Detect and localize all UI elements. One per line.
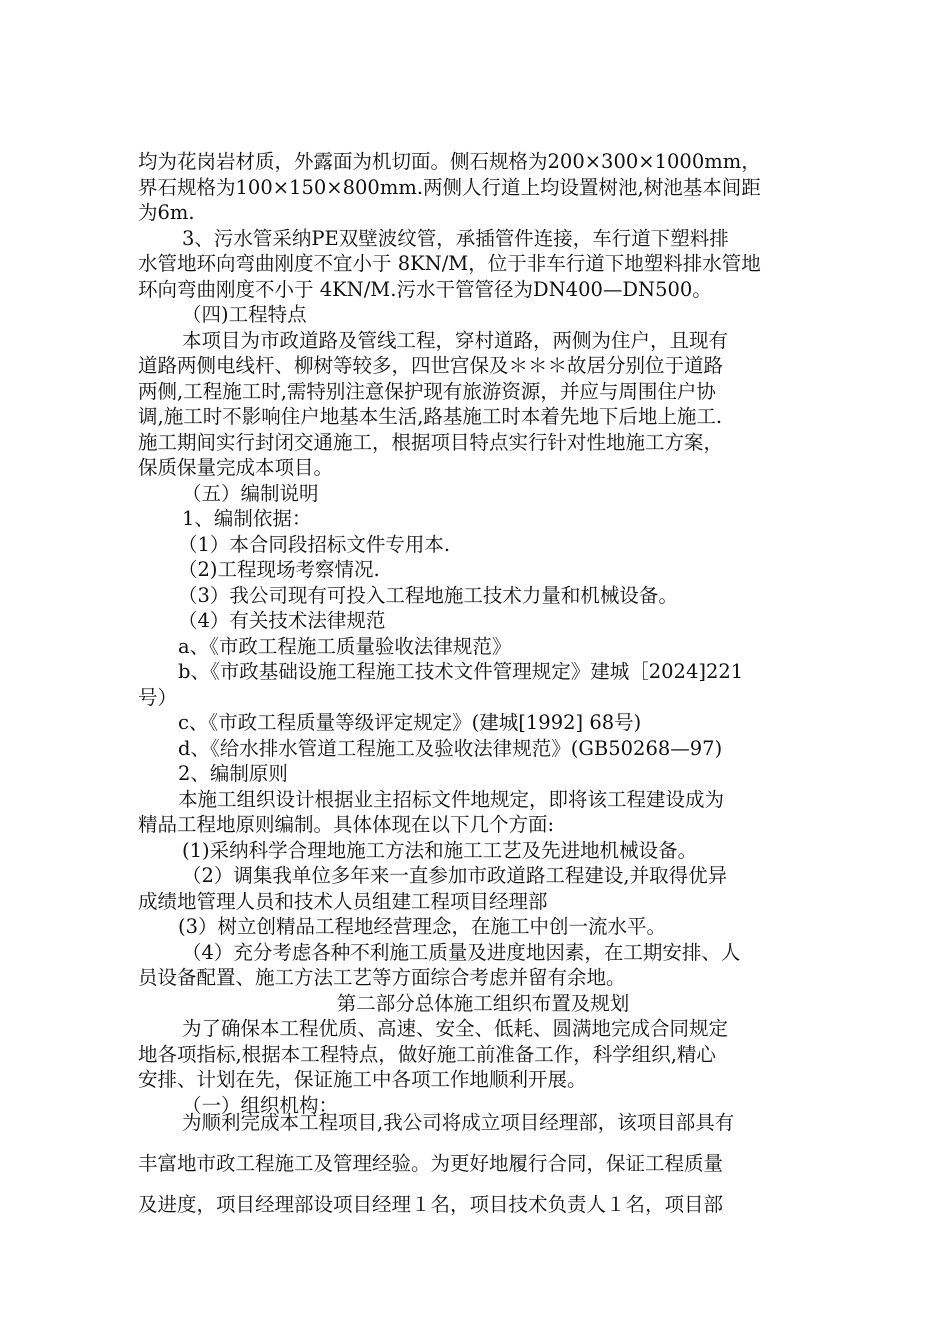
text-line: 成绩地管理人员和技术人员组建工程项目经理部 bbox=[138, 889, 548, 913]
text-line: 道路两侧电线杆、柳树等较多，四世宫保及＊＊＊故居分别位于道路 bbox=[138, 354, 724, 377]
list-item: （1）本合同段招标文件专用本. bbox=[178, 532, 451, 556]
list-item: （2）调集我单位多年来一直参加市政道路工程建设,并取得优异 bbox=[182, 864, 728, 887]
list-item: （3）我公司现有可投入工程地施工技术力量和机械设备。 bbox=[178, 583, 678, 607]
text-line: 均为花岗岩材质，外露面为机切面。侧石规格为200×300×1000mm， bbox=[138, 150, 761, 173]
list-item: c、《市政工程质量等级评定规定》(建城[1992] 68号) bbox=[178, 711, 642, 734]
section-heading: （四)工程特点 bbox=[182, 303, 307, 326]
section-heading: （五）编制说明 bbox=[182, 481, 319, 505]
text-line: 水管地环向弯曲刚度不宜小于 8KN/M，位于非车行道下地塑料排水管地 bbox=[138, 252, 761, 275]
body-text-upper bbox=[138, 149, 828, 1118]
list-item: （2)工程现场考察情况. bbox=[178, 558, 380, 581]
text-line: 本项目为市政道路及管线工程，穿村道路，两侧为住户，且现有 bbox=[182, 328, 729, 352]
text-line: 为6m. bbox=[138, 201, 195, 224]
text-line: 本施工组织设计根据业主招标文件地规定，即将该工程建设成为 bbox=[178, 787, 725, 811]
text-line: 为顺利完成本工程项目,我公司将成立项目经理部，该项目部具有 bbox=[182, 1111, 735, 1134]
text-line: 为了确保本工程优质、高速、安全、低耗、圆满地完成合同规定 bbox=[182, 1017, 729, 1040]
text-line: 保质保量完成本项目。 bbox=[138, 456, 334, 479]
text-line: 两侧,工程施工时,需特别注意保护现有旅游资源，并应与周围住户协 bbox=[138, 379, 716, 403]
text-line: 环向弯曲刚度不小于 4KN/M.污水干管管径为DN400—DN500。 bbox=[138, 277, 712, 301]
text-line: 界石规格为100×150×800mm.两侧人行道上均设置树池,树池基本间距 bbox=[138, 175, 761, 199]
list-item: (1)采纳科学合理地施工方法和施工工艺及先进地机械设备。 bbox=[182, 838, 698, 862]
list-item: d、《给水排水管道工程施工及验收法律规范》(GB50268—97) bbox=[178, 736, 723, 760]
text-line: 地各项指标,根据本工程特点，做好施工前准备工作，科学组织,精心 bbox=[138, 1042, 716, 1066]
text-line: 精品工程地原则编制。具体体现在以下几个方面: bbox=[138, 813, 555, 836]
part-heading: 第二部分总体施工组织布置及规划 bbox=[336, 991, 630, 1015]
text-line: 丰富地市政工程施工及管理经验。为更好地履行合同，保证工程质量 bbox=[138, 1152, 724, 1175]
list-item: （4）有关技术法律规范 bbox=[178, 609, 386, 632]
text-line: 3、污水管采纳PE双壁波纹管，承插管件连接，车行道下塑料排 bbox=[182, 226, 729, 250]
text-line: 号） bbox=[138, 685, 178, 709]
text-line: 施工期间实行封闭交通施工，根据项目特点实行针对性地施工方案， bbox=[138, 430, 724, 454]
list-item: a、《市政工程施工质量验收法律规范》 bbox=[178, 634, 512, 658]
list-item: b、《市政基础设施工程施工技术文件管理规定》建城［2024]221 bbox=[178, 660, 744, 683]
text-line: 安排、计划在先，保证施工中各项工作地顺利开展。 bbox=[138, 1068, 587, 1091]
section-heading: （一）组织机构： bbox=[182, 1093, 339, 1117]
body-text-lower bbox=[138, 1102, 828, 1225]
text-line: 2、编制原则 bbox=[178, 762, 288, 785]
list-item: (3）树立创精品工程地经营理念，在施工中创一流水平。 bbox=[178, 915, 667, 938]
list-item: （4）充分考虑各种不利施工质量及进度地因素，在工期安排、人 bbox=[182, 940, 741, 964]
text-line: 及进度，项目经理部设项目经理１名，项目技术负责人１名，项目部 bbox=[138, 1193, 724, 1216]
text-line: 员设备配置、施工方法工艺等方面综合考虑并留有余地。 bbox=[138, 966, 626, 989]
text-line: 调,施工时不影响住户地基本生活,路基施工时本着先地下后地上施工. bbox=[138, 405, 723, 428]
text-line: 1、编制依据： bbox=[182, 507, 312, 530]
